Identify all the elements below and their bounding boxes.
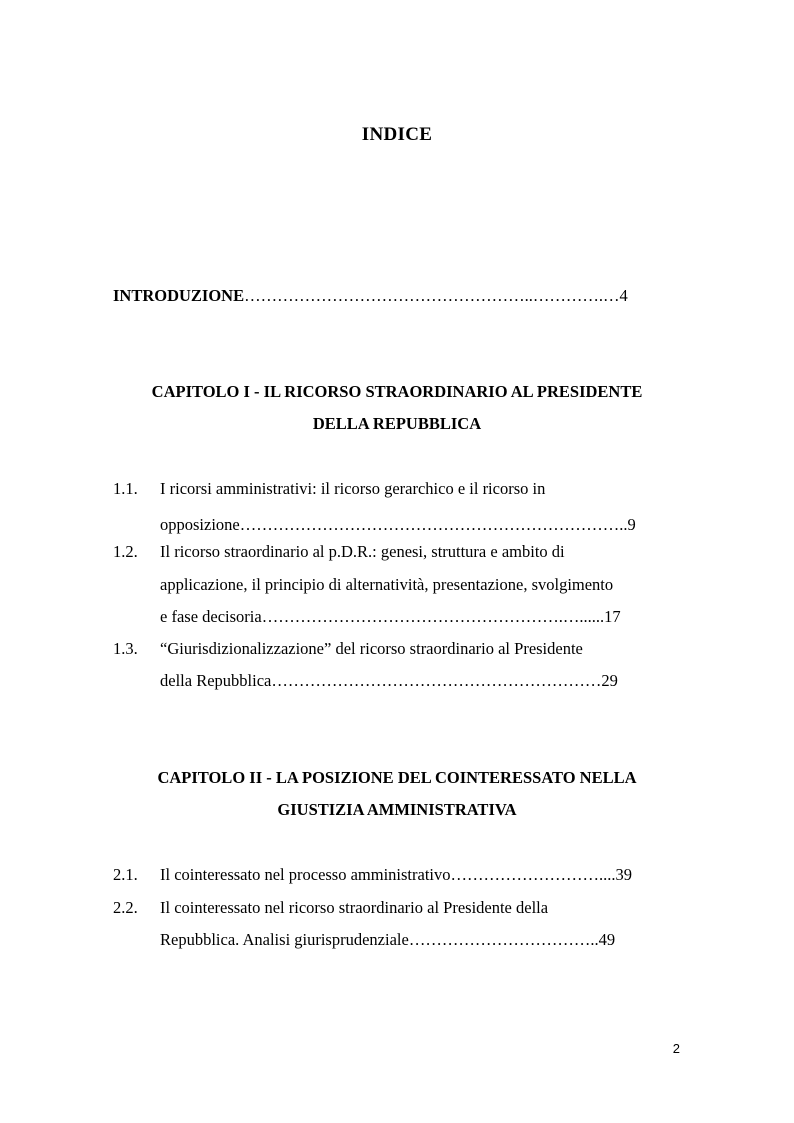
toc-entry-introduction (113, 285, 628, 307)
toc-entry-text: opposizione……………………………………………………………..9 (160, 515, 636, 534)
toc-entry-text: della Repubblica……………………………………………………29 (160, 671, 618, 690)
toc-entry-number: 2.2. (113, 898, 138, 917)
toc-entry-text: “Giurisdizionalizzazione” del ricorso straordinario al Presidente (160, 639, 583, 658)
toc-introduction-label: INTRODUZIONE (113, 286, 245, 305)
chapter1-heading-line1: CAPITOLO I - IL RICORSO STRAORDINARIO AL PRESIDENTE (151, 382, 643, 401)
chapter1-heading-line2: DELLA REPUBBLICA (312, 414, 482, 433)
page-number: 2 (672, 1041, 680, 1056)
toc-entry-number: 1.3. (113, 639, 138, 658)
toc-entry-text: Il ricorso straordinario al p.D.R.: genesi, struttura e ambito di (160, 542, 565, 561)
toc-entry-text: I ricorsi amministrativi: il ricorso gerarchico e il ricorso in (160, 479, 546, 498)
toc-entry-text: Repubblica. Analisi giurisprudenziale……………………………..49 (160, 930, 616, 949)
toc-entry-number: 2.1. (113, 865, 138, 884)
toc-entry-number: 1.1. (113, 479, 138, 498)
toc-entry-text: Il cointeressato nel ricorso straordinario al Presidente della (160, 898, 549, 917)
toc-introduction-page: 4 (619, 286, 628, 305)
page-title: INDICE (361, 124, 433, 145)
toc-entry-text: e fase decisoria……………………………………………….…......17 (160, 607, 621, 626)
toc-entry-number: 1.2. (113, 542, 138, 561)
chapter2-heading-line2: GIUSTIZIA AMMINISTRATIVA (277, 800, 517, 819)
chapter2-heading-line1: CAPITOLO II - LA POSIZIONE DEL COINTERESSATO NELLA (157, 768, 637, 787)
toc-entry-text: Il cointeressato nel processo amministrativo………………………....39 (160, 865, 633, 884)
toc-introduction-dots: ……………………………………………..………….… (244, 286, 620, 305)
toc-entry-text: applicazione, il principio di alternatività, presentazione, svolgimento (160, 575, 614, 594)
